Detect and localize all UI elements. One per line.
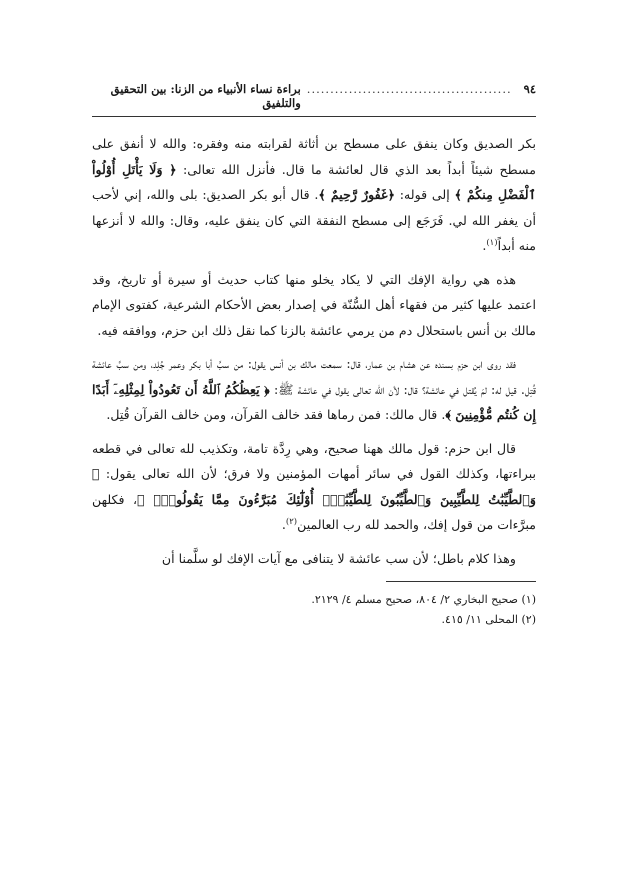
footnote-separator xyxy=(386,581,536,582)
text-run: بكر الصديق وكان ينفق على مسطح بن أثاثة لقرابته منه وفقره: والله لا أنفق على مسطح شيئاً أبداً بعد الذي قال لعائشة ما قال. فأنزل الله تعالى: xyxy=(92,136,536,177)
paragraph xyxy=(92,131,536,259)
text-run: . قال أبو بكر الصديق: بلى والله، إني لأحب أن يغفر الله لي. فَرَجَع إلى مسطح النفقة التي كان ينفق عليه، وقال: والله لا أنزعها منه أبداً xyxy=(92,187,536,253)
footnote: (٢) المحلى ١١/ ٤١٥. xyxy=(441,613,536,626)
footnote-ref: (٢) xyxy=(285,516,298,527)
page-body xyxy=(92,131,536,571)
text-run: إلى قوله: xyxy=(395,187,455,202)
quran-verse: ﴿ وَٱلطَّيِّبَٰتُ لِلطَّيِّبِينَ وَٱلطَّيِّبُونَ لِلطَّيِّبَٰتِۚ أُوْلَٰٓئِكَ مُبَرَّءُونَ مِمَّا يَقُولُونَۖ ﴾ xyxy=(92,466,537,507)
header-leader-dots: ............................................ xyxy=(306,82,512,96)
paragraph xyxy=(92,546,536,572)
text-run: قال ابن حزم: قول مالك ههنا صحيح، وهي رِدَّة تامة، وتكذيب لله تعالى في قطعه ببراءتها، وكذلك القول في سائر أمهات المؤمنين ولا فرق؛ لأن الله تعالى يقول: xyxy=(92,440,536,481)
quran-verse: ﴿غَفُورٌ رَّحِيمٌ ﴾ xyxy=(318,187,396,202)
paragraph xyxy=(92,436,536,538)
running-header xyxy=(92,82,536,117)
paragraph xyxy=(92,351,536,428)
footnotes xyxy=(92,590,536,630)
footnote: (١) صحيح البخاري ٢/ ٨٠٤، صحيح مسلم ٤/ ٢١٢٩. xyxy=(311,593,536,606)
quran-verse: ﴿ يَعِظُكُمُ ٱللَّهُ أَن تَعُودُواْ لِمِثْلِهِۦٓ أَبَدًا إِن كُنتُم مُّؤْمِنِينَ ﴾ xyxy=(92,381,536,422)
text-run: فقد روى ابن حزم بسنده عن هشام بن عمار، قال: سمعت مالك بن أنس يقول: من سبَّ أبا بكر وعمر جُلِد، ومن سبَّ عائشة قُتِل. قيل له: لمَ يُقتل في عائشة؟ قال: لأن الله تعالى يقول في عائشة ﷺ: xyxy=(92,356,536,397)
text-run: ، فكلهن مبرَّءات من قول إفك، والحمد لله رب العالمين xyxy=(92,491,536,532)
footnote-ref: (١) xyxy=(486,237,498,248)
paragraph xyxy=(92,267,536,344)
running-title: براءة نساء الأنبياء من الزنا: بين التحقيق والتلفيق xyxy=(110,82,301,110)
text-run: . xyxy=(281,517,286,532)
text-run: . قال مالك: فمن رماها فقد خالف القرآن، ومن خالف القرآن قُتِل. xyxy=(106,407,446,422)
text-run: . xyxy=(482,238,487,253)
page-number: ٩٤ xyxy=(523,82,536,96)
text-run: وهذا كلام باطل؛ لأن سب عائشة لا يتنافى مع آيات الإفك لو سلَّمنا أن xyxy=(161,550,516,566)
text-run: هذه هي رواية الإفك التي لا يكاد يخلو منها كتاب حديث أو سيرة أو تاريخ، وقد اعتمد عليها كثير من فقهاء أهل السُّنّة في إصدار بعض الأحكام الشرعية، كفتوى الإمام مالك بن أنس باستحلال دم من يرمي عائشة بالزنا كما نقل ذلك ابن حزم، ووافقه فيه. xyxy=(92,271,536,338)
quran-verse: ﴿ وَلَا يَأْتَلِ أُوْلُواْ ٱلْفَضْلِ مِنكُمْ ﴾ xyxy=(92,161,537,202)
